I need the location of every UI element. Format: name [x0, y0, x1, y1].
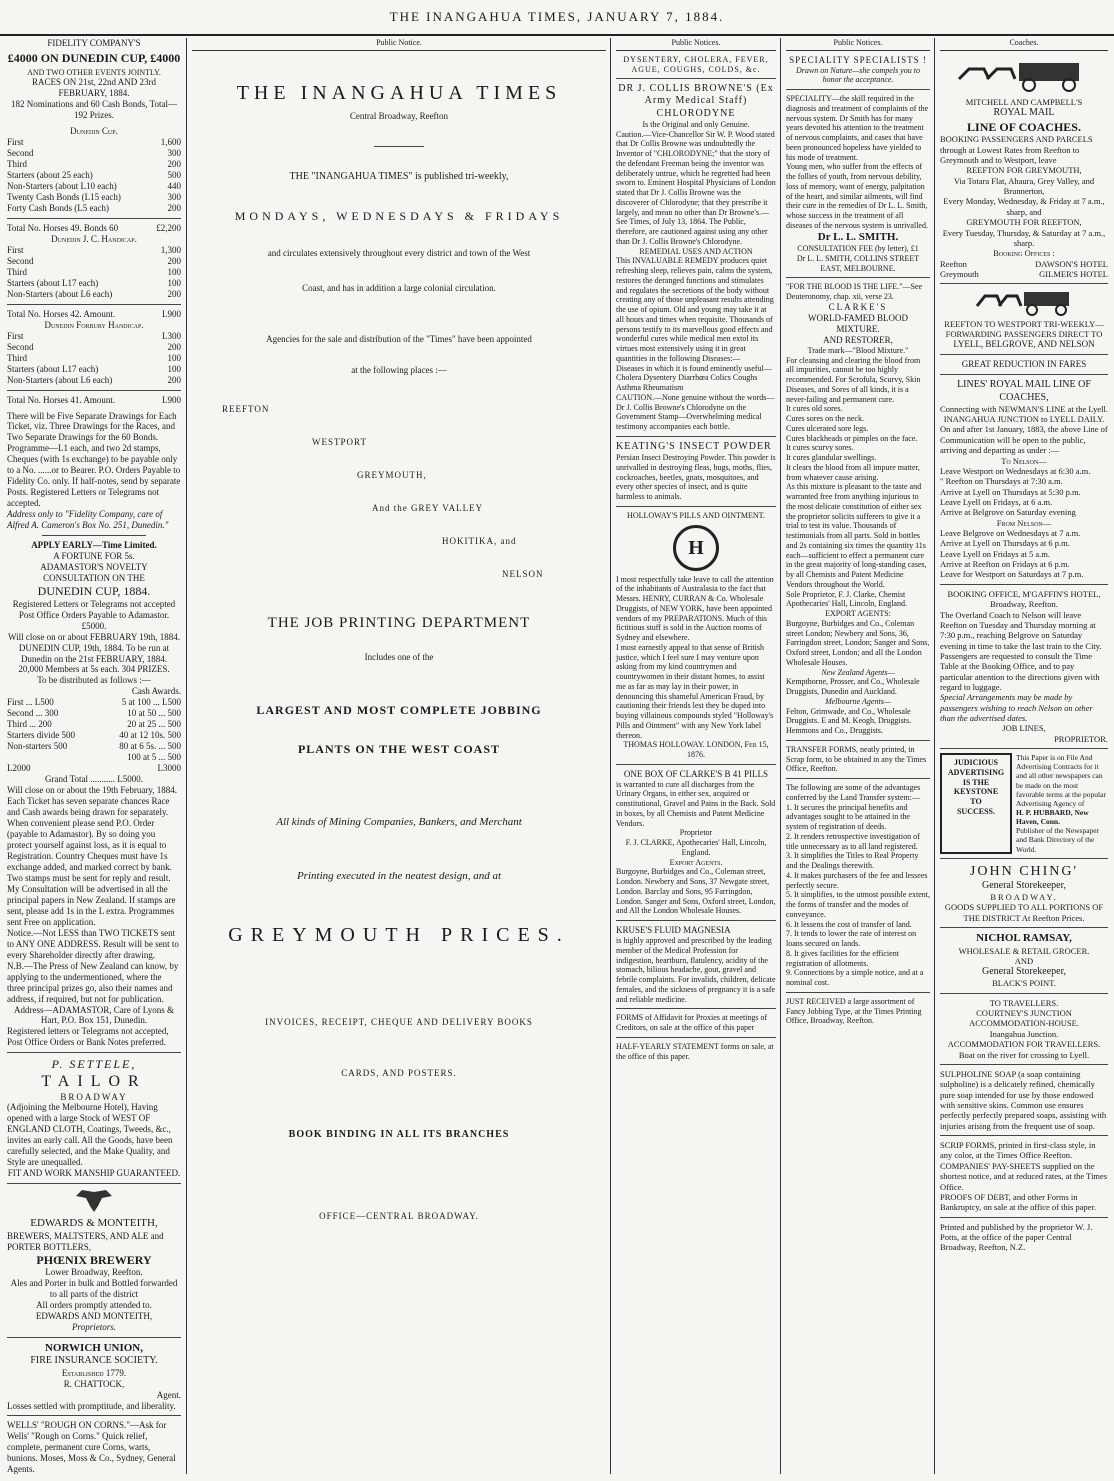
restorer: AND RESTORER, — [823, 334, 893, 345]
schedule-item: Leave Westport on Wednesdays at 6:30 a.m. — [940, 465, 1091, 476]
collis-sub: Is the Original and only Genuine. — [642, 119, 750, 129]
ching-storekeeper: General Storekeeper, — [982, 879, 1066, 891]
cures-list — [786, 404, 930, 482]
to-nelson: To Nelson— — [1001, 455, 1047, 466]
cash-table — [7, 697, 181, 763]
all-kinds: All kinds of Mining Companies, Bankers, and Merchant — [276, 816, 522, 829]
orders: All orders promptly attended to. — [36, 1300, 152, 1311]
cup-total: Total No. Horses 49. Bonds 60 £2,200 — [7, 222, 181, 233]
inangahua-junction: Inangahua Junction. — [989, 1028, 1059, 1039]
speciality-text: SPECIALITY—the skill required in the diagnosis and treatment of complaints of the nervous system. Dr Smith has for many years devoted his attention to the treatment of nervous complaints, and cases that have been pronounced hopeless have yielded to his mode of treatment. — [786, 94, 929, 162]
ching: JOHN CHING' — [969, 863, 1079, 879]
advantage-item: 9. Connections by a simple notice, and at a nominal cost. — [786, 968, 924, 987]
special: Special Arrangements may be made by passengers wishing to reach Nelson on other than the advertised dates. — [940, 692, 1093, 724]
circulates: and circulates extensively throughout every district and town of the West — [267, 247, 531, 258]
collis-text: Caution.—Vice-Chancellor Sir W. P. Wood stated that Dr Collis Browne was undoubtedly the Inventor of "CHLORODYNE;" that the story of the defendant Freeman being the inventor was deliberately untrue, which he regretted had been sworn to. Eminent Hospital Physicians of London stated that Dr J. Collis Browne was the discoverer of Chlorodyne; that they prescribe it largely, and mean no other than Dr Browne's.—See Times, of July 13, 1864. The Public, therefore, are cautioned against using any other than Dr J. Collis Browne's Chlorodyne. — [616, 129, 776, 246]
adamastor: ADAMASTOR'S NOVELTY CONSULTATION ON THE — [40, 562, 148, 584]
prize-row: Non-Starters (about L10 each) 440 — [7, 181, 181, 192]
registered: Registered Letters or Telegrams not accepted — [12, 598, 176, 609]
prize-row: Second 200 — [7, 341, 181, 352]
advantage-item: 3. It simplifies the Titles to Real Property and the Dealings therewith. — [786, 851, 919, 870]
prize-row: Starters (about L17 each) 100 — [7, 363, 181, 374]
clarkes: CLARKE'S — [828, 301, 888, 312]
run: DUNEDIN CUP, 19th, 1884. To be run at Dunedin on the 21st FEBRUARY, 1884. — [18, 642, 170, 664]
collis-caution: CAUTION.—None genuine without the words—Dr J. Collis Browne's Chlorodyne on the Government Stamp—Overwhelming medical testimony accompanies each bottle. — [616, 392, 775, 432]
agencies: Agencies for the sale and distribution of the "Times" have been appointed — [266, 333, 532, 344]
prize-row: First 1,600 — [7, 137, 181, 148]
consultation-fee: CONSULTATION FEE (by letter), £1 — [797, 244, 919, 254]
cure-item: Cures sores on the neck. — [786, 414, 864, 423]
collis-title: DR J. COLLIS BROWNE'S (Ex Army Medical Staff) CHLORODYNE — [618, 83, 774, 119]
notice: Notice.—Not LESS than TWO TICKETS sent to ANY ONE ADDRESS. Result will be sent to every Shareholder directly after drawing. — [7, 927, 179, 960]
eagle-icon — [7, 1188, 181, 1217]
settele-text: (Adjoining the Melbourne Hotel), Having opened with a large Stock of WEST OF ENGLAND CLOTH, Coatings, Tweeds, &c., invites an early call. All the Goods, have been carefully selected, and the Make Quality, and Style are unequalled. — [7, 1102, 173, 1168]
adamastor-address: Address—ADAMASTOR, Care of Lyons & Hart, P.O. Box 151, Dunedin. — [13, 1004, 175, 1026]
grand-total: Grand Total ........... L5000. — [45, 774, 143, 785]
settele-broadway: BROADWAY — [60, 1091, 128, 1102]
companies: COMPANIES' PAY-SHEETS supplied on the shortest notice, and at reduced rates, at the Times Office. — [940, 1160, 1108, 1192]
advantages: The following are some of the advantages conferred by the Land Transfer system:— — [786, 783, 921, 802]
schedule-item: Arrive at Belgrove on Saturday evening — [940, 507, 1076, 518]
cure-item: It cures scurvy sores. — [786, 443, 854, 453]
prize-row: Starters (about 25 each) 500 — [7, 170, 181, 181]
mitchell: MITCHELL AND CAMPBELL'S — [965, 97, 1083, 108]
schedule-item: Leave for Westport on Saturdays at 7 p.m. — [940, 569, 1084, 580]
office-reefton: Reefton DAWSON'S HOTEL — [940, 258, 1108, 269]
just-received: JUST RECEIVED a large assortment of Fancy Jobbing Type, at the Times Printing Office, Broadway, Reefton. — [786, 996, 922, 1026]
forms-affidavit: FORMS of Affidavit for Proxies at meetings of Creditors, on sale at the office of this paper — [616, 1013, 768, 1033]
includes: Includes one of the — [364, 651, 434, 662]
clarke-export: Export Agents. — [669, 857, 723, 867]
days: MONDAYS, WEDNESDAYS & FRIDAYS — [234, 209, 564, 224]
tailor: TAILOR — [41, 1073, 147, 1090]
judicious-advertising-logo: JUDICIOUS ADVERTISING IS THE KEYSTONE TO SUCCESS. — [940, 753, 1012, 854]
established: Established 1779. — [61, 1367, 127, 1378]
printing-executed: Printing executed in the neatest design, and at — [296, 869, 502, 882]
fortune: A FORTUNE FOR 5s. — [53, 551, 135, 562]
prize-row: Second 200 — [7, 255, 181, 266]
connecting: Connecting with NEWMAN'S LINE at the Lyell. — [940, 403, 1108, 414]
prize-row: Forty Cash Bonds (L5 each) 200 — [7, 203, 181, 213]
smith-address: Dr L. L. SMITH, COLLINS STREET EAST, MELBOURNE. — [796, 253, 920, 273]
agent: Agent. — [156, 1389, 181, 1400]
hcap-table — [7, 245, 181, 300]
travellers: TO TRAVELLERS. — [989, 997, 1059, 1008]
prize-row: First 1,300 — [7, 244, 181, 255]
poster-address: Central Broadway, Reefton — [349, 111, 449, 122]
clarke-export-text: Burgoyne, Burbidges and Co., Coleman street, London. Newbery and Sons, 37 Newgate street, London. Barclay and Sons, 95 Farringdon, London. Sanger and Sons, Oxford street, London, and All the London Wholesale Houses. — [616, 867, 776, 916]
wells: WELLS' "ROUGH ON CORNS."—Ask for Wells' "Rough on Corns." Quick relief, complete, permanent cure Corns, warts, bunions. Moses, Moss & Co., Sydney, General Agents. — [7, 1420, 176, 1474]
chattock: R. CHATTOCK, — [63, 1378, 125, 1389]
schedule-item: Arrive at Lyell on Thursdays at 6 p.m. — [940, 538, 1070, 549]
cure-item: Cures ulcerated sore legs. — [786, 423, 869, 433]
from-nelson: From Nelson— — [996, 517, 1052, 528]
overland: The Overland Coach to Nelson will leave Reefton on Tuesday and Thursday morning at 7:30 p.m., reaching Belgrove on Saturday evening in time to take the last train to the City. Passengers are requested to consult the Time Table at the Booking Office, and to pay particular attention to the directions given with regard to luggage. — [940, 609, 1102, 693]
blood-text: For cleansing and clearing the blood from all impurities, cannot be too highly recommended. For Scrofula, Scurvy, Skin Diseases, and Sores of all kinds, it is a never-failing and permanent cure. — [786, 355, 921, 404]
speciality: SPECIALITY SPECIALISTS ! — [789, 54, 927, 65]
book-binding: BOOK BINDING IN ALL ITS BRANCHES — [288, 1129, 510, 1141]
keatings-text: Persian Insect Destroying Powder. This powder is unrivalled in destroying fleas, bugs, moths, flies, cockroaches, beetles, gnats, mosquitoes, and every other species of insect, and is quite harmless to animals. — [616, 453, 776, 501]
booking-address: Broadway, Reefton. — [990, 599, 1058, 610]
place-reefton: REEFTON — [222, 403, 270, 414]
clarke-name: F. J. CLARKE, Apothecaries' Hall, Lincoln, England. — [625, 838, 767, 857]
prize-row: Second 300 — [7, 148, 181, 159]
apply-early: APPLY EARLY—Time Limited. — [31, 540, 157, 551]
export-text: Burgoyne, Burbidges and Co., Coleman street London; Newbery and Sons, 36, Farringdon street, London; Sanger and Sons, Oxford street, London; and all the London Wholesale Houses. — [786, 618, 930, 667]
schedule-item: Leave Lyell on Fridays, at 6 a.m. — [940, 496, 1053, 507]
column-head: Public Notices. — [786, 38, 930, 51]
world-famed: WORLD-FAMED BLOOD MIXTURE. — [807, 312, 909, 334]
melb-agents: Melbourne Agents— — [825, 696, 891, 706]
ramsay-store: General Storekeeper, — [982, 966, 1066, 978]
brewers: BREWERS, MALTSTERS, AND ALE and PORTER BOTTLERS, — [7, 1230, 164, 1252]
edwards-name: EDWARDS & MONTEITH, — [30, 1217, 158, 1230]
published: THE "INANGAHUA TIMES" is published tri-weekly, — [289, 171, 509, 183]
proofs: PROOFS OF DEBT, and other Forms in Bankruptcy, on sale at the office of this paper. — [940, 1191, 1097, 1213]
cash-row: 100 at 5 ... 500 — [127, 752, 181, 763]
hubbard-ad: This Paper is on File And Advertising Contracts for it and all other newspapers can be made on the most favorable terms at the popular Advertising Agency of H. P. HUBBARD, New Haven, Conn. Publisher of the Newspaper and Bank Directory of the World. — [1016, 753, 1106, 854]
advantage-item: 8. It gives facilities for the efficient registration of allotments. — [786, 948, 899, 968]
amount: £5000. — [81, 620, 107, 631]
coach-small-icon — [940, 288, 1108, 318]
courtney: COURTNEY'S JUNCTION ACCOMMODATION-HOUSE. — [969, 1008, 1079, 1029]
office-greymouth: Greymouth GILMER'S HOTEL — [940, 268, 1108, 279]
advantage-item: 2. It renders retrospective investigation of title unnecessary as to all land registered. — [786, 831, 920, 851]
invoices: INVOICES, RECEIPT, CHEQUE AND DELIVERY BOOKS — [265, 1017, 533, 1028]
ramsay: NICHOL RAMSAY, — [976, 932, 1072, 945]
smith-text: Young men, who suffer from the effects of the follies of youth, from nervous debility, loss of memory, want of energy, palpitation of the heart, and similar ailments, will find their cure in the remedies of Dr L. L. Smith, whose success in the treatment of all diseases of the nervous system is unrivalled. — [786, 162, 928, 230]
masthead: THE INANGAHUA TIMES, JANUARY 7, 1884. — [389, 9, 725, 24]
clarke-proprietor: Proprietor — [679, 828, 713, 838]
fidelity-sub: AND TWO OTHER EVENTS JOINTLY. — [27, 67, 161, 77]
para4: Each Ticket has seven separate chances Race and Cash awards being drawn for separately. — [7, 796, 170, 818]
cash-row: Starters divide 500 40 at 12 10s. 500 — [7, 730, 181, 741]
hcap-title: Dunedin J. C. Handicap. — [51, 233, 137, 244]
wholesale: WHOLESALE & RETAIL GROCER. — [958, 945, 1090, 956]
place-westport: WESTPORT — [312, 436, 367, 447]
plants: PLANTS ON THE WEST COAST — [297, 741, 501, 756]
fidelity-para3: Address only to "Fidelity Company, care of Alfred A. Cameron's Box No. 251, Dunedin." — [7, 509, 169, 531]
job-department: THE JOB PRINTING DEPARTMENT — [267, 614, 531, 631]
advantage-item: 5. It simplifies, to the utmost possible extent, the forms of transfer and the modes of conveyance. — [786, 890, 930, 919]
cash-head: Cash Awards. — [131, 686, 181, 697]
junction-text: On and after 1st January, 1883, the above Line of Communication will be open to the public, arriving and departing as under :— — [940, 424, 1108, 456]
coach-illustration-icon — [940, 55, 1108, 97]
lyell: LYELL, BELGROVE, AND NELSON — [953, 339, 1095, 350]
fire: FIRE INSURANCE SOCIETY. — [30, 1355, 158, 1367]
column-5 — [936, 38, 1112, 1474]
hcap-total: Total No. Horses 42. Amount. L900 — [7, 308, 181, 319]
via: Via Totara Flat, Ahaura, Grey Valley, and Brunnerton, — [953, 175, 1095, 197]
clarke-text: is warranted to cure all discharges from the Urinary Organs, in either sex, acquired or constitutional, Gravel and Pains in the Back. Sold in boxes, by all Chemists and Patent Medicine Vendors. — [616, 779, 776, 828]
schedule-item: Leave Lyell on Fridays at 5 a.m. — [940, 548, 1050, 559]
schedule-item: Arrive at Reefton on Fridays at 6 p.m. — [940, 559, 1070, 570]
advantage-item: 4. It makes purchasers of the fee and lessees perfectly secure. — [786, 870, 928, 890]
para6: My Consultation will be advertised in all the principal papers in New Zealand. If stamps are sent, please add 1s in the L extra. Programmes sent Free on application. — [7, 883, 176, 927]
edwards2: EDWARDS AND MONTEITH, — [35, 1311, 153, 1322]
forbury-title: Dunedin Forbury Handicap. — [44, 319, 144, 330]
schedule-item: Arrive at Lyell on Thursdays at 5:30 p.m. — [940, 486, 1081, 497]
holloway-text: I most respectfully take leave to call the attention of the inhabitants of Australasia to the fact that Messrs. HENRY, CURRAN & Co. Wholesale Druggists, of NEW YORK, have been appointed vendors of my PREPARATIONS. Much of this fictitious stuff is sold in the Auction rooms of Sydney and elsewhere. — [616, 574, 774, 642]
every1: Every Monday, Wednesday, & Friday at 7 a.m., sharp, and — [943, 196, 1105, 217]
masthead-rule — [0, 34, 1114, 36]
prize-row: Starters (about L17 each) 100 — [7, 277, 181, 288]
prize-row: Third 200 — [7, 159, 181, 170]
goods: GOODS SUPPLIED TO ALL PORTIONS OF THE DISTRICT At Reefton Prices. — [944, 902, 1104, 923]
holloway-signature: THOMAS HOLLOWAY. LONDON, Feb 15, 1876. — [623, 740, 769, 759]
prize-row: Third 100 — [7, 352, 181, 363]
sulpholine: SULPHOLINE SOAP (a soap containing sulpholine) is a delicately refined, chemically pure soap intended for use by those endowed with sensitive skins. Common use ensures perfectly perfectly prepared soaps, assisting with injuries arising from the frequent use of soap. — [940, 1068, 1107, 1131]
place-greymouth: GREYMOUTH, — [357, 469, 427, 480]
cash-row: Non-starters 500 80 at 6 5s. ... 500 — [7, 741, 181, 752]
fidelity-head: FIDELITY COMPANY'S — [47, 38, 141, 48]
boat: Boat on the river for crossing to Lyell. — [958, 1049, 1090, 1060]
diseases: Diseases in which it is found eminently useful—Cholera Dysentery Diarrhœa Colics Coughs Asthma Rheumatism — [616, 363, 772, 393]
cup-title: Dunedin Cup. — [70, 126, 118, 137]
cards: CARDS, AND POSTERS. — [341, 1068, 457, 1079]
largest: LARGEST AND MOST COMPLETE JOBBING — [256, 702, 542, 717]
every2: Every Tuesday, Thursday, & Saturday at 7 a.m., sharp. — [942, 227, 1106, 248]
fidelity-para2: Programme—L1 each, and two 2d stamps, Cheques (with 1s exchange) to be payable only to a No. ......or to Bearer. P.O. Orders Payable to Fidelity Co. only. If half-notes, send by separate Posts. Registered Letters or Telegrams not accepted. — [7, 443, 181, 509]
booking-text: BOOKING PASSENGERS AND PARCELS through at Lowest Rates from Reefton to Greymouth and to Westport, leave — [940, 134, 1093, 165]
distrib: To be distributed as follows :— — [37, 675, 151, 686]
sole-proprietor: Sole Proprietor, F. J. Clarke, Chemist Apothecaries' Hall, Lincoln, England. — [786, 589, 907, 609]
melb-text: Felton, Grimwade, and Co., Wholesale Druggists. E and M. Keogh, Druggists. Hemmons and Co., Druggists. — [786, 706, 912, 735]
forbury-table — [7, 331, 181, 386]
column-4 — [782, 38, 934, 1474]
nz-text: Kempthorne, Prosser, and Co., Wholesale Druggists, Dunedin and Auckland. — [786, 677, 920, 696]
blood-life: "FOR THE BLOOD IS THE LIFE."—See Deuteronomy, chap. xii, verse 23. — [786, 282, 923, 302]
phoenix: PHŒNIX BREWERY — [36, 1252, 152, 1267]
kruse-text: is highly approved and prescribed by the leading member of the Medical Profession for indigestion, heartburn, flatulency, acidity of the stomach, bilious headache, gout, gravel and febrile complaints. For invalids, children, delicate females, and the sickness of pregnancy it is a safe and reliable medicine. — [616, 936, 776, 1004]
prize-row: Third 100 — [7, 266, 181, 277]
advantage-item: 1. It secures the principal benefits and advantages sought to be attained in the system of registration of deeds. — [786, 802, 910, 831]
keatings: KEATING'S INSECT POWDER — [616, 440, 772, 452]
scrip: SCRIP FORMS, printed in first-class style, in any color, at the Times Office Reefton. — [940, 1140, 1096, 1161]
invaluable: This INVALUABLE REMEDY produces quiet refreshing sleep, relieves pain, calms the system, restores the deranged functions and stimulates and regulates the secretions of the body without creating any of those unpleasant results attending the use of opium. Old and young may take it at all hours and times when requisite. Thousands of persons testify to its marvellous good effects and wonderful cures while medical men extol its virtues most extensively using it in great quantities in the following Diseases:— — [616, 256, 774, 363]
transfer-forms: TRANSFER FORMS, neatly printed, in Scrap form, to be obtained in any the Times Office, Reefton. — [786, 744, 927, 774]
column-divider — [610, 38, 611, 1474]
cash-row: Second ... 300 10 at 50 ... 500 — [7, 708, 181, 719]
place-grey-valley: And the GREY VALLEY — [372, 502, 484, 513]
prize-row: Non-Starters (about L6 each) 200 — [7, 374, 181, 385]
column-head: Public Notice. — [192, 38, 606, 51]
cash-row: First ... L500 5 at 100 ... L500 — [7, 697, 181, 708]
coast: Coast, and has in addition a large colonial circulation. — [302, 282, 496, 293]
job-proprietor: PROPRIETOR. — [1054, 733, 1108, 744]
proprietors: Proprietors. — [72, 1322, 116, 1333]
prize-row: Twenty Cash Bonds (L15 each) 300 — [7, 192, 181, 203]
forbury-total: Total No. Horses 41. Amount. L900 — [7, 394, 181, 405]
to-nelson-list — [940, 466, 1108, 518]
holloway-title: HOLLOWAY'S PILLS AND OINTMENT. — [627, 510, 765, 520]
holloway-warning: I most earnestly appeal to that sense of British justice, which I feel sure I may venture upon asking from my kind countrymen and countrywomen in their distant homes, to assist me as far as may lay in their power, in denouncing this shameful American Fraud, by cautioning their friends lest they be duped into buying villainous compounds styled "Holloway's Pills and Ointment" with any New York label thereon. — [616, 642, 774, 740]
places-intro: at the following places :— — [351, 364, 447, 375]
advantage-item: 6. It lessens the cost of transfer of land. — [786, 919, 912, 929]
ching-broadway: BROADWAY. — [990, 892, 1058, 903]
schedule-item: Leave Belgrove on Wednesdays at 7 a.m. — [940, 528, 1081, 539]
reefton-greymouth: REEFTON FOR GREYMOUTH, — [966, 165, 1082, 176]
members: 20,000 Members at 5s each. 304 PRIZES. — [18, 664, 170, 675]
column-head: Public Notices. — [616, 38, 776, 51]
cup-table — [7, 137, 181, 214]
junction: INANGAHUA JUNCTION to LYELL DAILY. — [943, 414, 1105, 425]
ales: Ales and Porter in bulk and Bottled forwarded to all parts of the district — [10, 1278, 178, 1300]
job-lines: JOB LINES, — [1002, 723, 1046, 734]
cure-item: It cures glandular swellings. — [786, 453, 877, 462]
column-divider — [934, 38, 935, 1474]
settele-name: P. SETTELE, — [51, 1057, 137, 1072]
holloway-trademark-icon: H — [673, 525, 719, 571]
subtotal: L2000 L3000 — [7, 763, 181, 774]
and: AND — [1014, 955, 1034, 966]
prize-row: Non-Starters (about L6 each) 200 — [7, 288, 181, 299]
printed-by: Printed and published by the proprietor W. J. Potts, at the office of the paper Central Broadway, Reefton, N.Z. — [940, 1221, 1093, 1253]
from-nelson-list — [940, 528, 1108, 580]
nominations: 182 Nominations and 60 Cash Bonds, Total—192 Prizes. — [11, 99, 177, 121]
cure-item: Cures blackheads or pimples on the face. — [786, 433, 918, 443]
column-2 — [188, 38, 610, 1474]
norwich: NORWICH UNION, — [44, 1342, 143, 1355]
blacks-point: BLACK'S POINT. — [992, 978, 1056, 989]
booking-offices: Booking Offices : — [993, 248, 1055, 259]
lower-broadway: Lower Broadway, Reefton. — [45, 1267, 143, 1278]
booking-office: BOOKING OFFICE, M'GAFFIN'S HOTEL, — [947, 588, 1101, 599]
greymouth-reefton: GREYMOUTH FOR REEFTON, — [966, 217, 1082, 228]
races-line: RACES ON 21st, 22nd AND 23rd FEBRUARY, 1884. — [31, 77, 156, 99]
column-head: Coaches. — [940, 38, 1108, 51]
close1: Will close on or about FEBRUARY 19th, 1884. — [7, 631, 181, 642]
dunedin-cup: DUNEDIN CUP, 1884. — [37, 584, 151, 599]
reduction: GREAT REDUCTION IN FARES — [961, 359, 1087, 370]
smith-name: Dr L. L. SMITH. — [817, 230, 899, 243]
mixture-text: As this mixture is pleasant to the taste and warranted free from anything injurious to the most delicate constitution of either sex the proprietor solicits sufferers to give it a trial to test its value. Thousands of testimonials from all parts. Sold in bottles and 2s containing six times the quantity 11s each—sufficient to effect a permanent cure in the great majority of long-standing cases, by all Chemists and Patent Medicine Vendors throughout the World. — [786, 482, 927, 589]
export-agents: EXPORT AGENTS: — [825, 609, 891, 618]
line-of-coaches: LINE OF COACHES. — [967, 119, 1081, 134]
half-yearly: HALF-YEARLY STATEMENT forms on sale, at the office of this paper. — [616, 1041, 774, 1061]
prize-row: First L300 — [7, 330, 181, 341]
fit-workmanship: FIT AND WORK MANSHIP GUARANTEED. — [7, 1168, 181, 1179]
place-hokitika: HOKITIKA, and — [442, 535, 517, 546]
trademark: Trade mark—"Blood Mixture." — [807, 345, 909, 355]
reefton-westport: REEFTON TO WESTPORT TRI-WEEKLY—FORWARDING PASSENGERS DIRECT TO — [944, 318, 1104, 340]
accommodation: ACCOMMODATION FOR TRAVELLERS. — [947, 1039, 1101, 1050]
para5: When convenient please send P.O. Order (payable to Adamastor). By so doing you protect yourself against loss, as it is equal to Registration. Country Cheques must have 1s exchange added, and marked correct by bank. Two stamps must be sent for reply and result. — [7, 818, 172, 883]
advantages-list — [786, 803, 930, 988]
fidelity-para1: There will be Five Separate Drawings for Each Ticket, viz. Three Drawings for the Races, and Two Separate Drawings for the 60 Bonds. — [7, 410, 177, 443]
office: OFFICE—CENTRAL BROADWAY. — [319, 1211, 479, 1222]
drawn-on-nature: Drawn on Nature—she compels you to honor the acceptance. — [796, 65, 920, 85]
registered2: Registered letters or Telegrams not accepted, Post Office Orders or Bank Notes preferred. — [7, 1026, 169, 1048]
cure-item: It clears the blood from all impure matter, from whatever cause arising. — [786, 462, 920, 482]
column-divider — [186, 38, 187, 1474]
postoffice: Post Office Orders Payable to Adamastor. — [18, 609, 170, 620]
advantage-item: 7. It tends to lower the rate of interest on loans secured on lands. — [786, 929, 917, 948]
kruse: KRUSE'S FLUID MAGNESIA — [616, 925, 731, 936]
clarke-box: ONE BOX OF CLARKE'S B 41 PILLS — [623, 768, 769, 779]
greymouth-prices: GREYMOUTH PRICES. — [228, 923, 570, 946]
column-1 — [3, 38, 185, 1474]
royal-mail: ROYAL MAIL — [993, 107, 1055, 119]
poster-title: THE INANGAHUA TIMES — [236, 81, 562, 104]
remedial: REMEDIAL USES AND ACTION — [639, 246, 753, 256]
dysentery: DYSENTERY, CHOLERA, FEVER, AGUE, COUGHS, COLDS, &c. — [623, 54, 769, 74]
column-divider — [780, 38, 781, 1474]
schedule-item: " Reefton on Thursdays at 7:30 a.m. — [940, 476, 1063, 487]
nz-agents: New Zealand Agents— — [821, 667, 895, 677]
cure-item: It cures old sores. — [786, 404, 843, 414]
fidelity-prize: £4000 ON DUNEDIN CUP, £4000 — [7, 50, 181, 65]
place-nelson: NELSON — [502, 568, 544, 579]
losses: Losses settled with promptitude, and liberality. — [7, 1400, 176, 1411]
lines-royal-mail: LINES' ROYAL MAIL LINE OF COACHES, — [957, 379, 1091, 403]
cash-row: Third ... 200 20 at 25 ... 500 — [7, 719, 181, 730]
column-3 — [612, 38, 780, 1474]
close2: Will close on or about the 19th February, 1884. — [7, 785, 178, 796]
nb: N.B.—The Press of New Zealand can know, by applying to the undermentioned, where the three principal prizes go, also their names and address, if required, but not for publication. — [7, 960, 179, 1004]
